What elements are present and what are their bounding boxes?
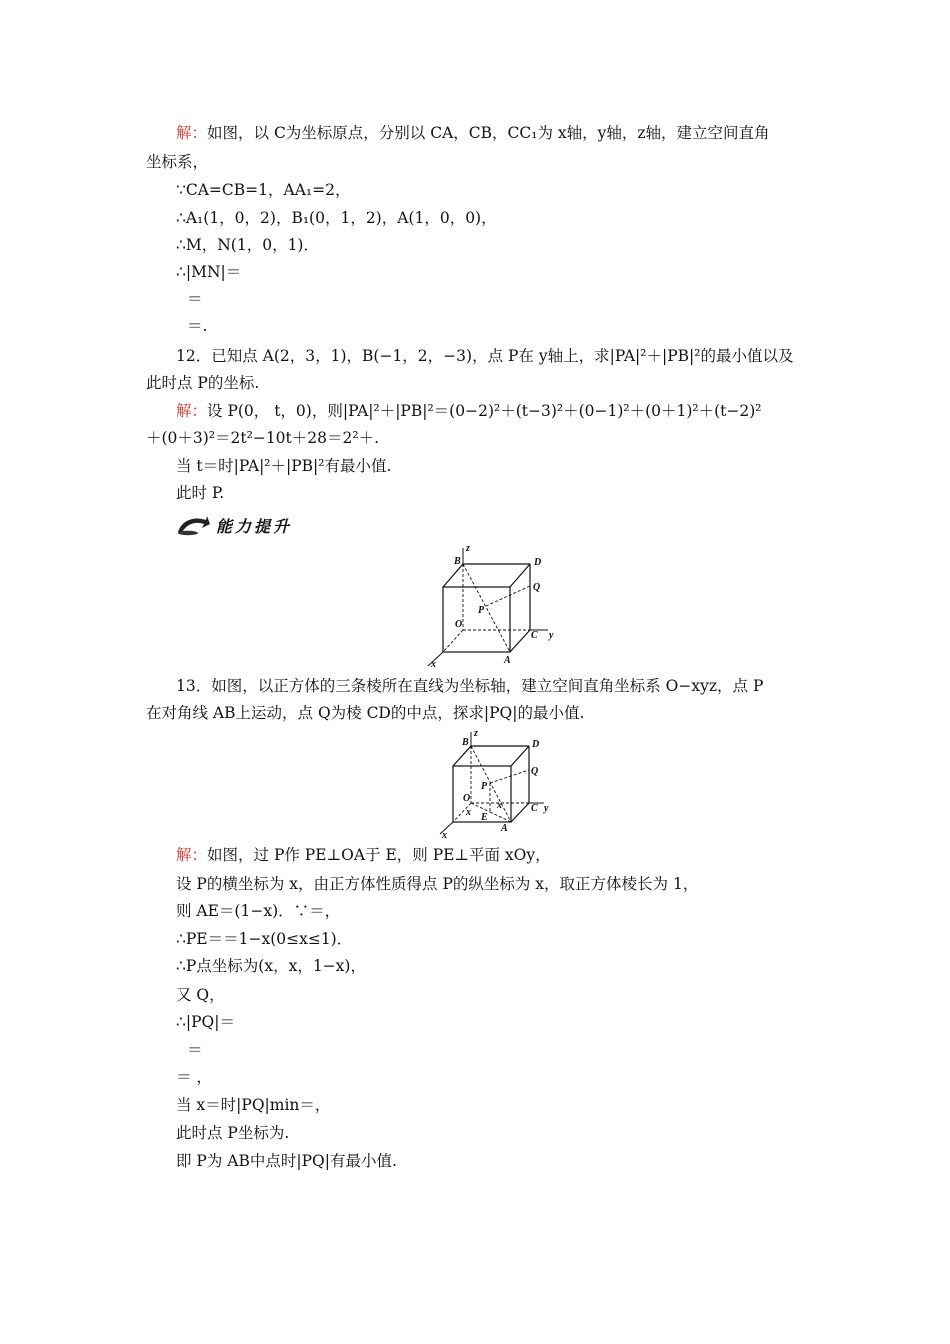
sol11-line-6: ∴|MN|＝ [176,263,242,281]
label-y: y [549,630,554,641]
section-title: 能力提升 [216,516,293,536]
label-E: E [481,812,488,823]
sol13-line-1: 解：如图，过 P作 PE⊥OA于 E，则 PE⊥平面 xOy， [176,846,551,864]
q13-line-2: 在对角线 AB上运动，点 Q为棱 CD的中点，探求|PQ|的最小值. [146,704,585,722]
label-Q: Q [533,582,541,593]
sol11-line-1: 解：如图，以 C为坐标原点，分别以 CA，CB，CC₁为 x轴，y轴，z轴，建立空间直角 [176,124,770,142]
cube-figure-2 [430,728,560,840]
sol13-line-3: 则 AE＝(1−x)．∵＝， [176,902,341,920]
sol11-line-7: ＝ [187,290,203,308]
sol13-line-12: 即 P为 AB中点时|PQ|有最小值. [176,1152,397,1170]
sol12-line-2: ＋(0＋3)²＝2t²−10t＋28＝2²＋. [146,429,379,447]
sol13-line-6: 又 Q， [176,986,225,1004]
label-P: P [481,781,488,792]
q12-line-1: 12．已知点 A(2，3，1)，B(−1，2，−3)，点 P在 y轴上，求|PA|²＋|PB|²的最小值以及 [176,347,794,365]
sol13-line-10: 当 x＝时|PQ|min＝， [176,1096,331,1114]
sol12-line-1: 解：设 P(0， t，0)，则|PA|²＋|PB|²＝(0−2)²＋(t−3)²＋(0−1)²＋(0＋1)²＋(t−2)² [176,402,762,420]
sol13-line-4: ∴PE＝＝1−x(0≤x≤1)． [176,930,353,948]
label-B: B [454,556,461,567]
solution-label: 解： [176,402,208,420]
sol13-line-11: 此时点 P坐标为. [176,1124,290,1142]
sol12-line-3: 当 t＝时|PA|²＋|PB|²有最小值. [176,457,392,475]
label-x-small-2: x [497,800,502,811]
sol11-line-3: ∵CA=CB=1，AA₁=2， [176,181,351,199]
label-D: D [532,739,540,750]
label-y: y [544,803,549,814]
cube-figure-1 [418,542,568,670]
label-P: P [478,605,485,616]
label-z: z [466,543,470,554]
sol13-line-9: ＝ ， [176,1068,212,1086]
label-B: B [462,737,469,748]
label-O: O [455,619,463,630]
sol13-line-7: ∴|PQ|＝ [176,1013,235,1031]
q13-line-1: 13．如图，以正方体的三条棱所在直线为坐标轴，建立空间直角坐标系 O−xyz，点 P [176,677,764,695]
solution-label: 解： [176,846,208,864]
label-D: D [534,557,542,568]
label-Q: Q [531,766,539,777]
label-A: A [504,655,511,666]
label-x: x [442,830,447,840]
sol12-line-4: 此时 P. [176,484,225,502]
label-x: x [431,659,436,670]
sol11-line-4: ∴A₁(1，0，2)，B₁(0，1，2)，A(1，0，0)， [176,209,497,227]
label-O: O [463,793,471,804]
sol13-line-8: ＝ [187,1041,203,1059]
label-z: z [474,728,478,739]
label-C: C [531,630,538,641]
sol11-line-8: ＝. [187,317,208,335]
label-x-small-1: x [466,807,471,818]
label-C: C [531,803,538,814]
solution-label: 解： [176,124,208,142]
curved-arrow-icon [176,514,210,536]
q12-line-2: 此时点 P的坐标. [146,374,260,392]
sol13-line-2: 设 P的横坐标为 x，由正方体性质得点 P的纵坐标为 x，取正方体棱长为 1， [176,875,699,893]
section-header [176,513,292,537]
sol11-line-2: 坐标系， [146,153,209,171]
sol11-line-5: ∴M，N(1，0，1)． [176,236,319,254]
label-A: A [501,823,508,834]
sol13-line-5: ∴P点坐标为(x，x，1−x)， [176,957,366,975]
